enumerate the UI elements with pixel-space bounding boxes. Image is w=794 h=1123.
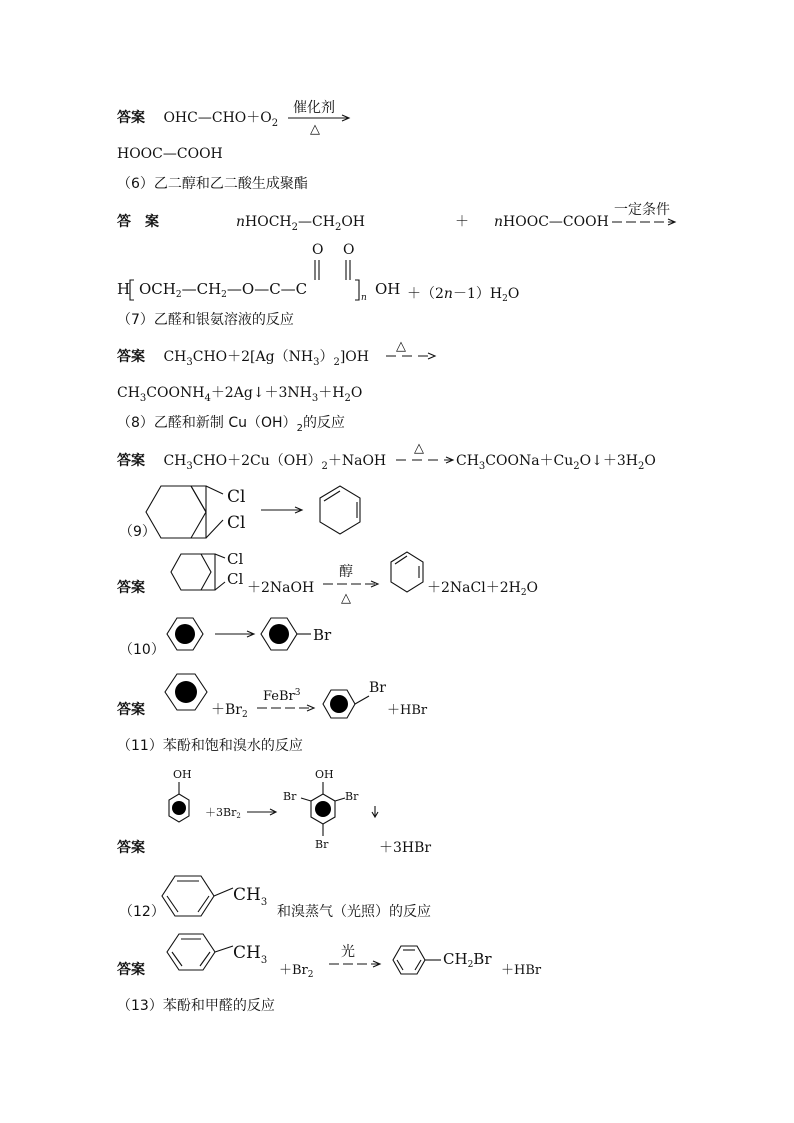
q9-question-scheme	[115, 480, 375, 546]
q10-answer-scheme	[115, 670, 445, 722]
q5-catalyst: 催化剂	[293, 100, 335, 116]
q11-title: （11）苯酚和饱和溴水的反应	[117, 738, 303, 754]
q7-answer-line	[117, 347, 369, 373]
q6-reactant2: nHOOC—COOH	[494, 214, 609, 230]
q12-question-line	[115, 868, 475, 924]
q12-toluene-ring	[162, 876, 214, 916]
q9-ans-cl-top: Cl	[227, 550, 244, 568]
q5-answer-line	[117, 108, 278, 134]
answer-label-spaced: 答 案	[117, 214, 159, 230]
q9-label: （9）	[119, 524, 156, 540]
q9-diene-ring	[320, 486, 360, 534]
answer-label: 答案	[117, 110, 145, 126]
q9-cl-top: Cl	[227, 487, 246, 507]
q9-cl-bottom: Cl	[227, 513, 246, 533]
q6-arrow	[610, 198, 690, 228]
q6-reactant1: $nHOCH_2—CH_2OH$	[236, 214, 365, 233]
q7-arrow	[384, 336, 444, 366]
q9-heat: △	[341, 591, 351, 606]
q8-products: $CH_3COONa+Cu_2O↓+3H_2O$	[456, 453, 656, 472]
q8-heat: △	[414, 441, 424, 456]
q6-oxygen-2: O	[343, 242, 355, 258]
q11-br-left: Br	[283, 790, 297, 803]
q11-product-oh: OH	[315, 768, 334, 781]
q11-byproduct: ＋3HBr	[379, 840, 432, 856]
answer-label: 答案	[117, 349, 145, 365]
q6-oxygen-1: O	[312, 242, 324, 258]
q6-product-h: H	[117, 280, 131, 298]
q11-phenol-oh: OH	[173, 768, 192, 781]
q12-reagent: $+Br_2$	[279, 963, 314, 980]
q10-label: （10）	[119, 642, 165, 658]
q10-ans-br: Br	[369, 680, 386, 696]
q5-arrow	[286, 96, 356, 136]
q10-reagent: $+Br_2$	[211, 702, 248, 720]
q5-reactants: $OHC—CHO+O_2$	[163, 110, 279, 129]
answer-label: 答案	[117, 453, 145, 469]
q12-ch3: $CH_3$	[233, 885, 268, 908]
q10-byproduct: ＋HBr	[387, 703, 428, 718]
q12-byproduct: ＋HBr	[501, 963, 542, 978]
q12-condition: 光	[341, 944, 355, 960]
q11-answer-scheme	[115, 764, 445, 860]
answer-label: 答案	[117, 702, 145, 718]
answer-label: 答案	[117, 962, 145, 978]
q7-heat: △	[396, 339, 406, 354]
q6-answer-line	[117, 212, 159, 232]
q8-title: （8）乙醛和新制 $Cu(OH)_2$的反应	[117, 415, 345, 434]
q9-ans-cl-bottom: Cl	[227, 570, 244, 588]
q9-solvent: 醇	[339, 564, 353, 580]
q6-product-oh: OH	[375, 280, 401, 298]
q12-product: $CH_2Br$	[443, 950, 492, 970]
q9-answer-scheme	[115, 548, 555, 608]
q9-products: $+2NaCl+2H_2O$	[427, 580, 539, 598]
q9-reagent: ＋2NaOH	[247, 580, 315, 596]
q7-reactants: $CH_3CHO+2[Ag(NH_3)_2]OH$	[163, 349, 369, 368]
q7-title: （7）乙醛和银氨溶液的反应	[117, 312, 294, 328]
q12-ans-ch3: $CH_3$	[233, 943, 268, 966]
q6-condition: 一定条件	[614, 202, 670, 218]
q8-answer-line	[117, 451, 386, 477]
q6-water: $+(2n-1)H_2O$	[407, 286, 520, 304]
q10-question-scheme	[115, 614, 375, 660]
q5-heat: △	[310, 122, 320, 137]
q8-reactants: $CH_3CHO+2Cu(OH)_2+NaOH$	[163, 453, 387, 472]
q10-br: Br	[313, 626, 332, 644]
q6-plus: ＋	[455, 214, 469, 230]
q5-product: HOOC—COOH	[117, 146, 223, 162]
answer-label: 答案	[117, 580, 145, 596]
q12-answer-scheme	[115, 926, 555, 984]
q8-arrow	[394, 438, 454, 468]
q11-br-bottom: Br	[315, 838, 329, 851]
q11-br-right: Br	[345, 790, 359, 803]
q6-n: n	[361, 293, 367, 303]
q11-reagent: ＋3Br2	[205, 806, 241, 820]
q12-label: （12）	[119, 904, 165, 920]
q6-chain: $OCH_2—CH_2—O—C—C$	[139, 280, 308, 300]
q10-catalyst: FeBr$^3$	[263, 688, 301, 704]
answer-label: 答案	[117, 840, 145, 856]
q6-title: （6）乙二醇和乙二酸生成聚酯	[117, 176, 308, 192]
q13-title: （13）苯酚和甲醛的反应	[117, 998, 275, 1014]
q9-ans-diene-ring	[391, 552, 423, 592]
q6-polyester-product	[115, 238, 545, 306]
q7-products: $CH_3COONH_4+2Ag↓+3NH_3+H_2O$	[117, 385, 363, 404]
q12-desc: 和溴蒸气（光照）的反应	[277, 904, 431, 920]
